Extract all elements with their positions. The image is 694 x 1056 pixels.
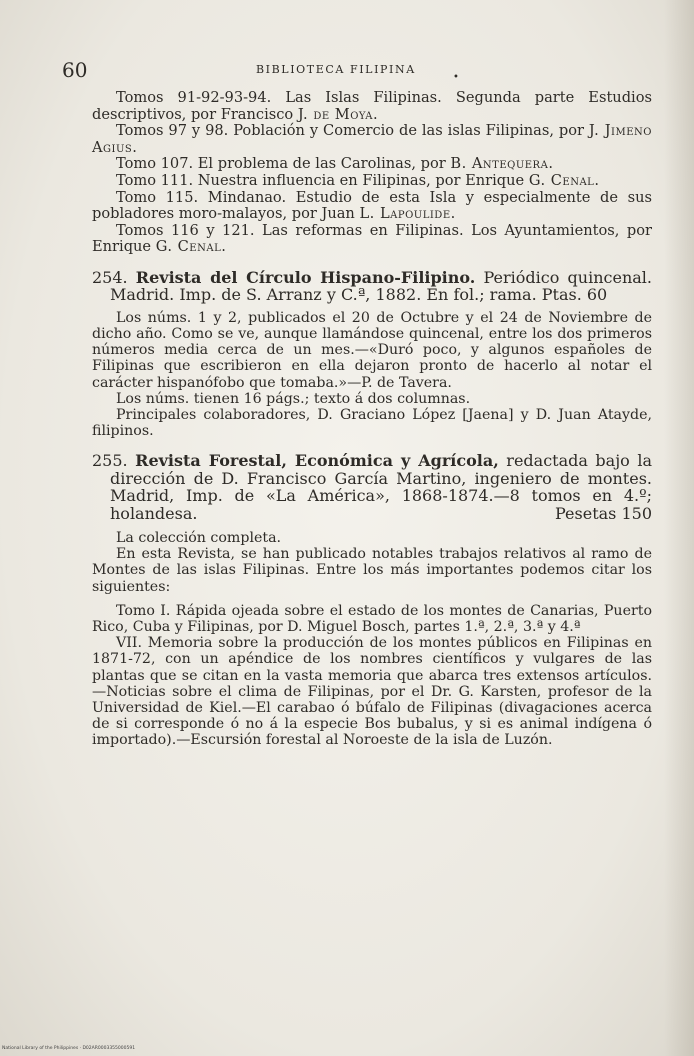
entry-number: 254. — [92, 267, 128, 287]
page-body — [92, 90, 652, 749]
entry-note: Los núms. 1 y 2, publicados el 20 de Octubre y el 24 de Noviembre de dicho año. Como se ve, aunque llamándose quincenal, entre los dos primeros números media cerca de un mes.—«Duró poco, y algunos españoles de Filipinas que escribieron en ella dejaron pronto de hacerlo al notar el carácter hispanófobo que tomaba.»—P. de Tavera. — [92, 309, 652, 391]
tomo-item: Tomo 107. El problema de las Carolinas, por B. Antequera. — [116, 155, 553, 173]
entry-price: Pesetas 150 — [555, 503, 652, 523]
entry-title: Revista Forestal, Económica y Agrícola, — [135, 451, 499, 471]
entry-255 — [92, 452, 652, 748]
tomo-item: Tomo 115. Mindanao. Estudio de esta Isla y especialmente de sus pobladores moro-malayos, por Juan L. Lapoulide. — [92, 188, 652, 223]
entry-note: Tomo I. Rápida ojeada sobre el estado de los montes de Canarias, Puerto Rico, Cuba y Filipinas, por D. Miguel Bosch, partes 1.ª, 2.ª, 3.ª y 4.ª — [92, 602, 652, 636]
entry-254-heading: 254. Revista del Círculo Hispano-Filipino. Periódico quincenal. Madrid. Imp. de S. Arranz y C.ª, 1882. En fol.; rama. Ptas. 60 — [92, 267, 652, 305]
entry-255-heading: 255. Revista Forestal, Económica y Agrícola, redactada bajo la dirección de D. Francisco García Martino, ingeniero de montes. Madrid, Imp. de «La América», 1868-1874.—8 tomos en 4.º; holandesa. Pesetas 150 — [92, 451, 652, 523]
entry-note: En esta Revista, se han publicado notables trabajos relativos al ramo de Montes de las islas Filipinas. Entre los más importantes podemos citar los siguientes: — [92, 546, 652, 595]
running-head: BIBLIOTECA FILIPINA — [256, 63, 416, 76]
page-edge-shadow — [664, 0, 694, 1056]
entry-254 — [92, 269, 652, 439]
entry-note: VII. Memoria sobre la producción de los montes públicos en Filipinas en 1871-72, con un apéndice de los nombres científicos y vulgares de las plantas que se citan en la vasta memoria que abarca tres extensos artículos.—Noticias sobre el clima de Filipinas, por el Dr. G. Karsten, profesor de la Universidad de Kiel.—El carabao ó búfalo de Filipinas (divagaciones acerca de si corresponde ó no á la especie Bos bubalus, y si es animal indígena ó importado).—Escursión forestal al Noroeste de la isla de Luzón. — [92, 635, 652, 749]
tomo-item: Tomos 116 y 121. Las reformas en Filipinas. Los Ayuntamientos, por Enrique G. Cenal. — [92, 221, 652, 256]
entry-number: 255. — [92, 451, 128, 471]
entry-note: Los núms. tienen 16 págs.; texto á dos columnas. — [116, 390, 471, 407]
page-header — [0, 58, 694, 82]
scan-footer: National Library of the Philippines · D02AR0003355000591 — [2, 1046, 136, 1051]
entry-note: Principales colaboradores, D. Graciano López [Jaena] y D. Juan Atayde, filipinos. — [92, 406, 652, 440]
tomo-item: Tomo 111. Nuestra influencia en Filipinas, por Enrique G. Cenal. — [116, 171, 599, 189]
page-number: 60 — [62, 58, 88, 82]
tomo-item: Tomos 91-92-93-94. Las Islas Filipinas. Segunda parte Estudios descriptivos, por Francisco J. de Moya. — [92, 89, 652, 123]
entry-note: La colección completa. — [116, 530, 282, 546]
tomo-item: Tomos 97 y 98. Población y Comercio de las islas Filipinas, por J. Jimeno Agius. — [92, 122, 652, 156]
tomos-list — [92, 90, 652, 256]
entry-title: Revista del Círculo Hispano-Filipino. — [135, 267, 476, 287]
head-mark: • — [453, 72, 459, 83]
